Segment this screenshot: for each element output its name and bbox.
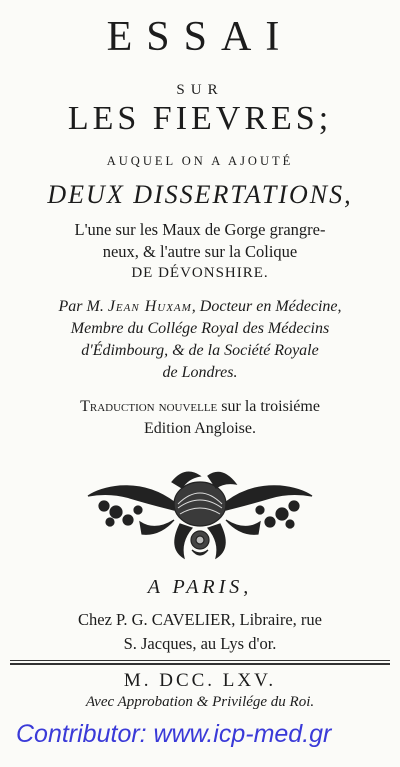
- title-fievres: LES FIEVRES;: [67, 100, 333, 137]
- divider-rule: [10, 660, 390, 661]
- author-suffix: , Docteur en Médecine,: [191, 298, 342, 315]
- subtitle-line-2: neux, & l'autre sur la Colique: [102, 242, 298, 261]
- translation-suffix: sur la troisiéme: [217, 398, 320, 415]
- subtitle-line-3: DE DÉVONSHIRE.: [131, 265, 269, 281]
- title-auquel: AUQUEL ON A AJOUTÉ: [106, 154, 294, 168]
- imprint-publisher: Chez P. G. CAVELIER, Libraire, rue: [78, 610, 322, 629]
- translation-prefix: Traduction nouvelle: [80, 398, 218, 415]
- author-name: Jean Huxam: [107, 298, 192, 315]
- author-line-4: de Londres.: [162, 364, 238, 381]
- title-deux-dissertations: DEUX DISSERTATIONS,: [47, 180, 353, 209]
- contributor-watermark: Contributor: www.icp-med.gr: [16, 720, 332, 748]
- author-prefix: Par M.: [58, 298, 104, 315]
- divider-rule-thick: [10, 663, 390, 665]
- author-line-1: [0, 298, 400, 316]
- floral-vignette-icon: [80, 462, 320, 562]
- imprint-city: A PARIS,: [147, 576, 253, 598]
- translation-line-2: Edition Angloise.: [144, 420, 256, 437]
- title-sur: SUR: [176, 82, 224, 98]
- author-line-2: Membre du Collége Royal des Médecins: [70, 320, 330, 337]
- privilege-line: Avec Approbation & Privilége du Roi.: [85, 694, 315, 710]
- subtitle-line-1: L'une sur les Maux de Gorge grangre-: [74, 220, 326, 239]
- publication-date: M. DCC. LXV.: [123, 670, 277, 691]
- imprint-address: S. Jacques, au Lys d'or.: [123, 634, 277, 653]
- translation-line-1: [0, 398, 400, 416]
- title-essai: ESSAI: [106, 14, 294, 60]
- author-line-3: d'Édimbourg, & de la Société Royale: [81, 342, 319, 359]
